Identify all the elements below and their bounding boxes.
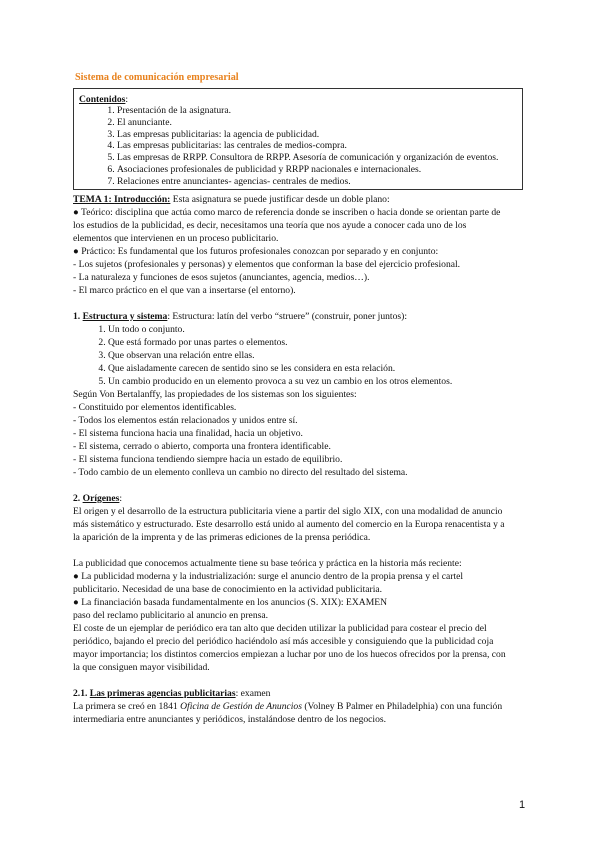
section21-line1-end: (Volney B Palmer en Philadelphia) con una función <box>301 701 503 712</box>
paragraph-line: - Todo cambio de un elemento conlleva un cambio no directo del resultado del sistema. <box>73 467 408 478</box>
paragraph-line: El coste de un ejemplar de periódico era tan alto que deciden utilizar la publicidad para costear el precio del <box>73 623 487 634</box>
section21-line1-italic: Oficina de Gestión de Anuncios <box>180 701 302 712</box>
paragraph-line: Según Von Bertalanffy, las propiedades de los sistemas son los siguientes: <box>73 389 357 400</box>
paragraph-line: - El marco práctico en el que van a insertarse (el entorno). <box>73 285 296 296</box>
paragraph-line: ● Práctico: Es fundamental que los futuros profesionales conozcan por separado y en conjunto: <box>73 246 439 257</box>
paragraph-line: - Los sujetos (profesionales y personas) y elementos que conforman la base del ejercicio profesional. <box>73 259 461 270</box>
section1-item: 5. Un cambio producido en un elemento provoca a su vez un cambio en los otros elementos. <box>108 375 529 388</box>
section1-item: 1. Un todo o conjunto. <box>108 323 529 336</box>
page-number: 1 <box>519 799 526 811</box>
section21-text: : examen <box>235 688 271 699</box>
paragraph-line: El origen y el desarrollo de la estructura publicitaria viene a partir del siglo XIX, con una modalidad de anuncio <box>73 506 503 517</box>
section1-heading-line <box>73 310 529 323</box>
paragraph-line: los estudios de la publicidad, es decir, necesitamos una teoría que nos ayude a conocer cada uno de los <box>73 220 467 231</box>
tema1-sep: : <box>108 194 115 205</box>
section21-line1-start: La primera se creó en 1841 <box>73 701 181 712</box>
section1-list <box>73 323 529 388</box>
contents-box <box>73 88 523 190</box>
paragraph-line: - La naturaleza y funciones de esos sujetos (anunciantes, agencia, medios…). <box>73 272 370 283</box>
contents-item: 4. Las empresas publicitarias: las centrales de medios-compra. <box>117 140 517 152</box>
spacer <box>73 544 529 557</box>
section2-colon: : <box>119 493 123 504</box>
section1-item: 2. Que está formado por unas partes o elementos. <box>108 336 529 349</box>
section2-number: 2. <box>73 493 81 504</box>
paragraph-line: elementos que intervienen en un proceso publicitario. <box>73 233 279 244</box>
paragraph-line: ● Teórico: disciplina que actúa como marco de referencia donde se inscriben o hacia donde se orientan parte de <box>73 207 501 218</box>
paragraph-line: ● La publicidad moderna y la industrialización: surge el anuncio dentro de la propia prensa y el cartel <box>73 571 464 582</box>
contents-item: 5. Las empresas de RRPP. Consultora de RRPP. Asesoría de comunicación y organización de eventos. <box>117 152 517 164</box>
paragraph-line: - Todos los elementos están relacionados y unidos entre sí. <box>73 415 298 426</box>
section2-heading: Orígenes <box>82 493 120 504</box>
contents-list <box>79 105 517 188</box>
section1-item: 4. Que aisladamente carecen de sentido sino se les considera en esta relación. <box>108 362 529 375</box>
paragraph-line: - El sistema funciona tendiendo siempre hacia un estado de equilibrio. <box>73 454 343 465</box>
contents-item: 2. El anunciante. <box>117 117 517 129</box>
contents-heading-line <box>79 94 517 105</box>
section21-heading: Las primeras agencias publicitarias <box>89 688 236 699</box>
section21-number: 2.1. <box>73 688 88 699</box>
document-body <box>73 193 529 726</box>
section1-item: 3. Que observan una relación entre ellas. <box>108 349 529 362</box>
spacer <box>73 674 529 687</box>
tema1-heading-line <box>73 193 529 206</box>
tema1-text: Esta asignatura se puede justificar desde un doble plano: <box>170 194 390 205</box>
contents-item: 7. Relaciones entre anunciantes- agencias- centrales de medios. <box>117 176 517 188</box>
paragraph-line: La publicidad que conocemos actualmente tiene su base teórica y práctica en la historia más reciente: <box>73 558 462 569</box>
section2-heading-line <box>73 492 529 505</box>
tema1-label: TEMA 1 <box>73 194 109 205</box>
spacer <box>73 297 529 310</box>
section1-number: 1. <box>73 311 81 322</box>
paragraph-line: - Constituido por elementos identificables. <box>73 402 237 413</box>
paragraph-line: - El sistema, cerrado o abierto, comporta una frontera identificable. <box>73 441 331 452</box>
section1-heading: Estructura y sistema <box>82 311 168 322</box>
spacer <box>73 479 529 492</box>
paragraph-line: ● La financiación basada fundamentalmente en los anuncios (S. XIX): EXAMEN <box>73 597 388 608</box>
section1-text: : Estructura: latín del verbo “struere” (construir, poner juntos): <box>167 311 407 322</box>
paragraph-line: publicitario. Necesidad de una base de conocimiento en la actividad publicitaria. <box>73 584 383 595</box>
contents-colon: : <box>125 94 129 105</box>
paragraph-line <box>73 700 529 713</box>
paragraph-line: - El sistema funciona hacia una finalidad, hacia un objetivo. <box>73 428 303 439</box>
contents-item: 1. Presentación de la asignatura. <box>117 105 517 117</box>
document-title: Sistema de comunicación empresarial <box>75 72 239 83</box>
section21-heading-line <box>73 687 529 700</box>
paragraph-line: más sistemático y estructurado. Este desarrollo está unido al aumento del comercio en la Europa renacentista y a <box>73 519 505 530</box>
paragraph-line: paso del reclamo publicitario al anuncio en prensa. <box>73 610 268 621</box>
paragraph-line: la aparición de la imprenta y de las primeras ediciones de la prensa periódica. <box>73 532 371 543</box>
paragraph-line: intermediaria entre anunciantes y periódicos, instalándose dentro de los negocios. <box>73 714 387 725</box>
paragraph-line: la que consiguen mayor visibilidad. <box>73 662 210 673</box>
contents-item: 3. Las empresas publicitarias: la agencia de publicidad. <box>117 129 517 141</box>
paragraph-line: periódico, bajando el precio del periódico haciéndolo así más accesible y consiguiendo que la publicidad coja <box>73 636 494 647</box>
contents-item: 6. Asociaciones profesionales de publicidad y RRPP nacionales e internacionales. <box>117 164 517 176</box>
paragraph-line: mayor importancia; los distintos comercios empiezan a luchar por uno de los huecos ofrecidos por la prensa, con <box>73 649 506 660</box>
tema1-heading: Introducción: <box>114 194 171 205</box>
contents-heading: Contenidos <box>79 94 126 105</box>
